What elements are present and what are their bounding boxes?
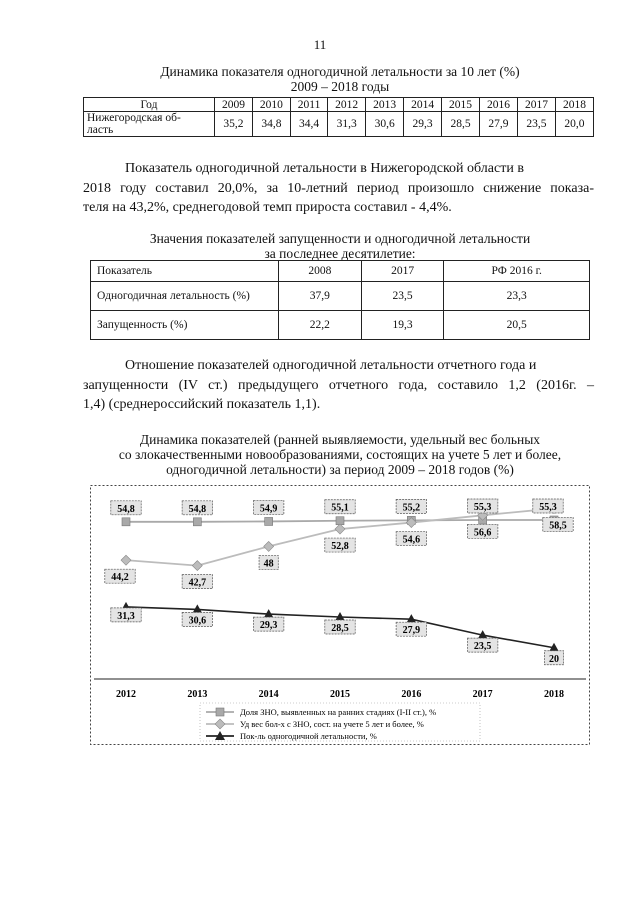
table2-header-cell: 2008 bbox=[279, 261, 362, 282]
table1-title-line2: 2009 – 2018 годы bbox=[290, 79, 390, 94]
page-number: 11 bbox=[313, 37, 327, 52]
table1-value-cell: 34,4 bbox=[290, 112, 327, 137]
table2-cell: 19,3 bbox=[361, 311, 444, 340]
table1-value-cell: 27,9 bbox=[480, 112, 518, 137]
data-point bbox=[193, 518, 201, 526]
paragraph2-line1: Отношение показателей одногодичной летальности отчетного года и bbox=[125, 358, 537, 373]
table2-cell: 22,2 bbox=[279, 311, 362, 340]
chart-title-line3: одногодичной летальности) за период 2009 – 2018 годов (%) bbox=[166, 462, 514, 477]
table1-row-label bbox=[84, 112, 215, 137]
data-label: 23,5 bbox=[473, 641, 492, 653]
data-label: 31,3 bbox=[117, 610, 135, 622]
table1-data-row bbox=[84, 112, 594, 137]
table1-header-cell: 2011 bbox=[290, 98, 327, 112]
table2-cell: 37,9 bbox=[279, 282, 362, 311]
table2-row-label: Запущенность (%) bbox=[91, 311, 279, 340]
table2-cell: 23,5 bbox=[361, 282, 444, 311]
data-point bbox=[122, 518, 130, 526]
paragraph1-line2: 2018 году составил 20,0%, за 10-летний период произошло снижение показа- bbox=[83, 180, 594, 196]
data-label: 58,5 bbox=[549, 520, 567, 532]
table1-header-cell: 2016 bbox=[480, 98, 518, 112]
data-label: 48 bbox=[263, 558, 274, 570]
table2-header-cell: Показатель bbox=[91, 261, 279, 282]
table1-header-cell: 2012 bbox=[328, 98, 366, 112]
data-label: 42,7 bbox=[188, 577, 207, 589]
paragraph2-line2: запущенности (IV ст.) предыдущего отчетного года, составило 1,2 (2016г. – bbox=[83, 377, 594, 393]
table1-title bbox=[80, 64, 600, 94]
table2-title-line2: за последнее десятилетие: bbox=[264, 246, 416, 261]
data-label: 27,9 bbox=[402, 625, 421, 637]
table1-value-cell: 20,0 bbox=[555, 112, 593, 137]
table1-value-cell: 28,5 bbox=[442, 112, 480, 137]
x-tick-label: 2015 bbox=[330, 689, 350, 700]
table1-row-label-line1: Нижегородская об- bbox=[87, 112, 181, 124]
table1-header-cell: 2017 bbox=[517, 98, 555, 112]
table2-header-cell: 2017 bbox=[361, 261, 444, 282]
table2-header-row bbox=[91, 261, 590, 282]
table1-title-line1: Динамика показателя одногодичной летальности за 10 лет (%) bbox=[160, 64, 520, 79]
table1-header-cell: Год bbox=[84, 98, 215, 112]
table1-header-cell: 2018 bbox=[555, 98, 593, 112]
indicators-table bbox=[90, 260, 590, 340]
data-label: 28,5 bbox=[331, 623, 349, 634]
data-label: 30,6 bbox=[188, 615, 207, 627]
legend-label: Уд вес бол-х с ЗНО, сост. на учете 5 лет и более, % bbox=[240, 719, 424, 729]
dynamics-line-chart bbox=[90, 485, 590, 745]
data-label: 52,8 bbox=[331, 541, 349, 553]
data-point bbox=[216, 708, 224, 716]
table1-header-cell: 2009 bbox=[215, 98, 253, 112]
paragraph-ratio bbox=[83, 356, 594, 415]
data-label: 55,1 bbox=[331, 502, 349, 514]
table1-header-cell: 2014 bbox=[404, 98, 442, 112]
table2-row-label: Одногодичная летальность (%) bbox=[91, 282, 279, 311]
x-tick-label: 2017 bbox=[472, 689, 493, 700]
chart-title bbox=[80, 432, 600, 477]
table1-value-cell: 23,5 bbox=[517, 112, 555, 137]
table1-value-cell: 35,2 bbox=[215, 112, 253, 137]
table2-cell: 23,3 bbox=[444, 282, 590, 311]
table1-row-label-line2: ласть bbox=[87, 124, 114, 136]
x-tick-label: 2013 bbox=[187, 689, 208, 700]
data-label: 55,3 bbox=[539, 502, 557, 514]
table1-header-row bbox=[84, 98, 594, 112]
paragraph1-line1: Показатель одногодичной летальности в Нижегородской области в bbox=[125, 161, 524, 176]
x-tick-label: 2018 bbox=[544, 689, 564, 700]
table2-cell: 20,5 bbox=[444, 311, 590, 340]
paragraph2-line3: 1,4) (среднероссийский показатель 1,1). bbox=[83, 397, 321, 412]
x-tick-label: 2014 bbox=[258, 689, 279, 700]
paragraph1-line3: теля на 43,2%, среднегодовой темп прироста составил - 4,4%. bbox=[83, 200, 452, 215]
data-label: 55,3 bbox=[473, 502, 492, 514]
x-tick-label: 2016 bbox=[401, 689, 422, 700]
data-label: 54,6 bbox=[402, 534, 421, 546]
data-point bbox=[265, 517, 273, 525]
table1-value-cell: 29,3 bbox=[404, 112, 442, 137]
table2-row bbox=[91, 282, 590, 311]
data-label: 54,8 bbox=[117, 503, 135, 515]
data-label: 56,6 bbox=[473, 527, 492, 539]
legend-label: Пок-ль одногодичной летальности, % bbox=[240, 731, 377, 741]
paragraph-lethality bbox=[83, 159, 594, 218]
table2-header-cell: РФ 2016 г. bbox=[444, 261, 590, 282]
table1-header-cell: 2015 bbox=[442, 98, 480, 112]
data-point bbox=[336, 517, 344, 525]
data-label: 54,9 bbox=[259, 503, 278, 515]
data-label: 44,2 bbox=[111, 572, 129, 584]
table1-value-cell: 31,3 bbox=[328, 112, 366, 137]
table2-row bbox=[91, 311, 590, 340]
table2-title bbox=[90, 231, 590, 261]
legend-label: Доля ЗНО, выявленных на ранних стадиях (I-II ст.), % bbox=[240, 707, 437, 717]
x-tick-label: 2012 bbox=[116, 689, 136, 700]
lethality-table bbox=[83, 97, 594, 137]
table1-header-cell: 2010 bbox=[252, 98, 290, 112]
table1-header-cell: 2013 bbox=[366, 98, 404, 112]
data-label: 20 bbox=[549, 653, 559, 665]
table1-value-cell: 34,8 bbox=[252, 112, 290, 137]
chart-title-line1: Динамика показателей (ранней выявляемости, удельный вес больных bbox=[139, 432, 541, 447]
data-label: 29,3 bbox=[259, 620, 278, 632]
data-label: 55,2 bbox=[402, 502, 421, 514]
table1-value-cell: 30,6 bbox=[366, 112, 404, 137]
data-label: 54,8 bbox=[188, 503, 207, 515]
table2-title-line1: Значения показателей запущенности и одногодичной летальности bbox=[149, 231, 531, 246]
chart-title-line2: со злокачественными новообразованиями, состоящих на учете 5 лет и более, bbox=[118, 447, 562, 462]
